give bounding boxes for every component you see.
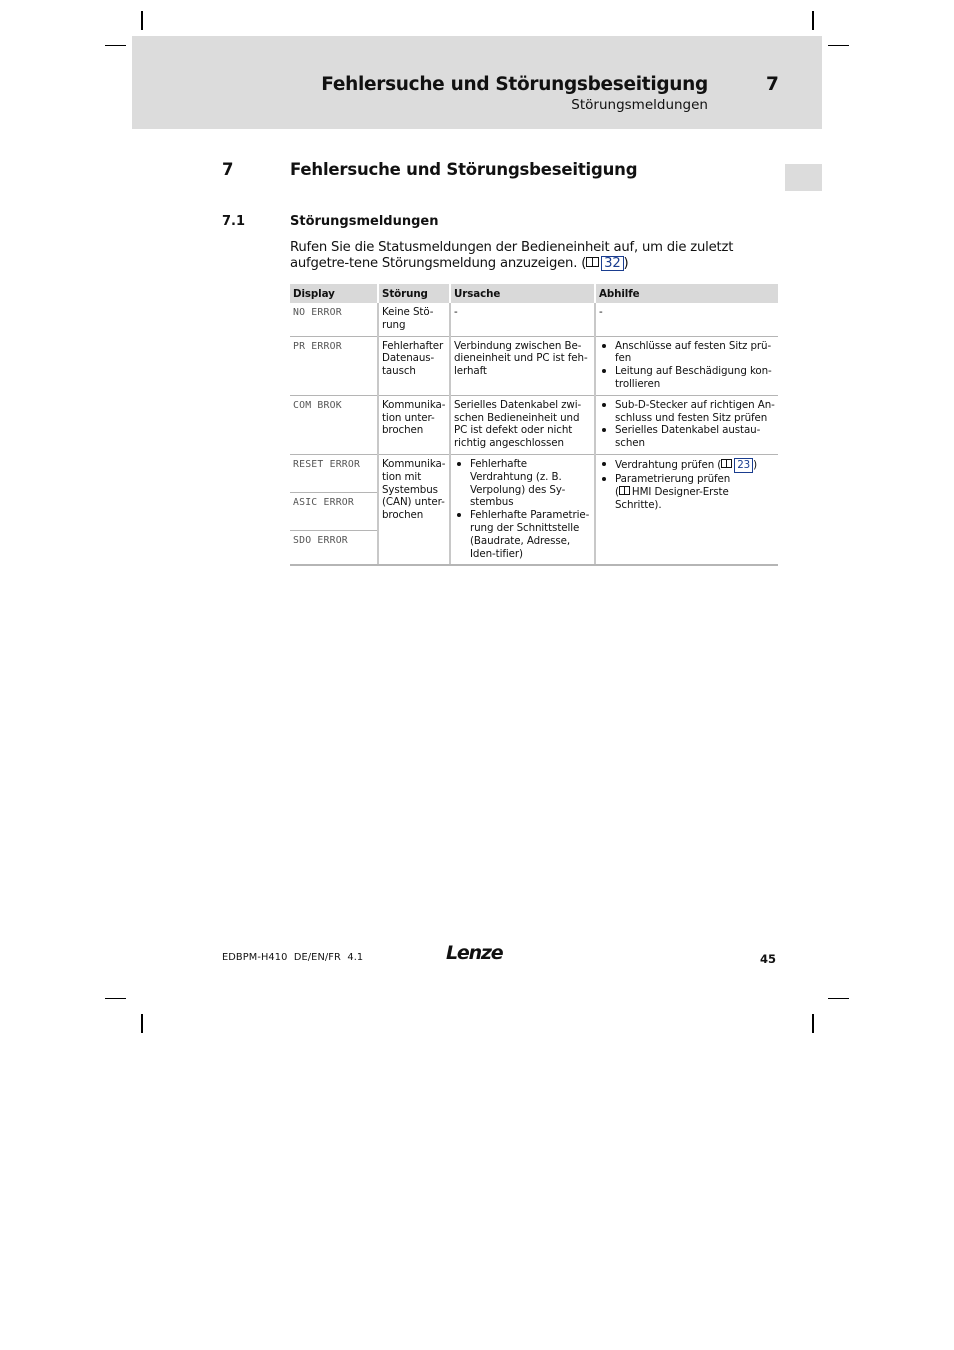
crop-mark <box>828 998 849 999</box>
list-item: Serielles Datenkabel austau-schen <box>599 424 775 450</box>
abhilfe-cell <box>595 454 778 565</box>
page-number: 45 <box>759 952 776 966</box>
abhilfe-cell <box>595 395 778 454</box>
display-code: COM BROK <box>293 399 342 411</box>
list-item <box>599 458 775 473</box>
stoerung-cell: Kommunika-tion unter-brochen <box>378 395 450 454</box>
table-row <box>290 454 778 492</box>
display-cell <box>290 530 378 565</box>
display-cell <box>290 303 378 336</box>
crop-mark <box>105 998 126 999</box>
table-row <box>290 336 778 395</box>
intro-close: ) <box>623 256 629 271</box>
error-message-table <box>290 284 778 566</box>
document-id: EDBPM-H410 DE/EN/FR 4.1 <box>222 952 364 963</box>
display-code: NO ERROR <box>293 307 342 318</box>
page-reference-link[interactable]: 23 <box>734 458 753 473</box>
table-row <box>290 303 778 336</box>
abhilfe-text: HMI Designer-Erste Schritte). <box>615 485 729 511</box>
book-icon <box>586 257 599 267</box>
table-header-row <box>290 284 778 303</box>
display-cell <box>290 336 378 395</box>
section-title: Fehlersuche und Störungsbeseitigung <box>290 160 638 179</box>
display-code: SDO ERROR <box>293 534 348 546</box>
ursache-cell: Serielles Datenkabel zwi-schen Bedieneinheit und PC ist defekt oder nicht richtig angeschlossen <box>450 395 595 454</box>
stoerung-cell: Fehlerhafter Datenaus-tausch <box>378 336 450 395</box>
list-item <box>599 473 775 511</box>
list-item: Sub-D-Stecker auf richtigen An-schluss und festen Sitz prüfen <box>599 399 775 425</box>
book-icon <box>619 486 630 495</box>
header-chapter-number: 7 <box>766 74 779 95</box>
list-item: Leitung auf Beschädigung kon-trollieren <box>599 365 775 391</box>
crop-mark <box>812 1014 814 1033</box>
stoerung-cell: Keine Stö-rung <box>378 303 450 336</box>
list-item: Anschlüsse auf festen Sitz prü-fen <box>599 340 775 366</box>
crop-mark <box>828 45 849 46</box>
column-header-abhilfe: Abhilfe <box>595 284 778 303</box>
book-icon <box>721 459 732 468</box>
display-code: RESET ERROR <box>293 458 361 470</box>
subsection-title: Störungsmeldungen <box>290 214 439 229</box>
display-code: PR ERROR <box>293 340 342 352</box>
table-row <box>290 395 778 454</box>
crop-mark <box>141 11 143 30</box>
column-header-ursache: Ursache <box>450 284 595 303</box>
display-code: ASIC ERROR <box>293 496 354 508</box>
page-reference-link[interactable]: 32 <box>601 256 623 271</box>
abhilfe-text: Parametrierung prüfen <box>615 472 731 485</box>
header-title: Fehlersuche und Störungsbeseitigung <box>321 74 708 95</box>
crop-mark <box>812 11 814 30</box>
section-number: 7 <box>222 160 234 179</box>
page-header <box>132 36 822 129</box>
crop-mark <box>141 1014 143 1033</box>
column-header-stoerung: Störung <box>378 284 450 303</box>
list-item: Fehlerhafte Parametrie-rung der Schnittstelle (Baudrate, Adresse, Iden-tifier) <box>454 509 591 560</box>
intro-paragraph <box>290 240 782 272</box>
header-subtitle: Störungsmeldungen <box>571 97 708 113</box>
display-cell <box>290 492 378 530</box>
list-item: Fehlerhafte Verdrahtung (z. B. Verpolung) des Sy-stembus <box>454 458 591 509</box>
subsection-number: 7.1 <box>222 214 246 229</box>
crop-mark <box>105 45 126 46</box>
abhilfe-close: ) <box>753 458 758 471</box>
display-cell <box>290 454 378 492</box>
abhilfe-cell <box>595 336 778 395</box>
stoerung-cell: Kommunika-tion mit Systembus (CAN) unter-brochen <box>378 454 450 565</box>
ursache-cell: Verbindung zwischen Be-dieneinheit und PC ist feh-lerhaft <box>450 336 595 395</box>
abhilfe-text: Verdrahtung prüfen ( <box>615 458 722 471</box>
intro-text: Rufen Sie die Statusmeldungen der Bedieneinheit auf, um die zuletzt aufgetre-tene Störungsmeldung anzuzeigen. ( <box>290 240 734 271</box>
abhilfe-open: ( <box>615 485 619 498</box>
ursache-cell <box>450 454 595 565</box>
ursache-cell: - <box>450 303 595 336</box>
column-header-display: Display <box>290 284 378 303</box>
display-cell <box>290 395 378 454</box>
brand-logo: Lenze <box>446 942 503 964</box>
chapter-tab-marker <box>785 164 822 191</box>
abhilfe-cell: - <box>595 303 778 336</box>
